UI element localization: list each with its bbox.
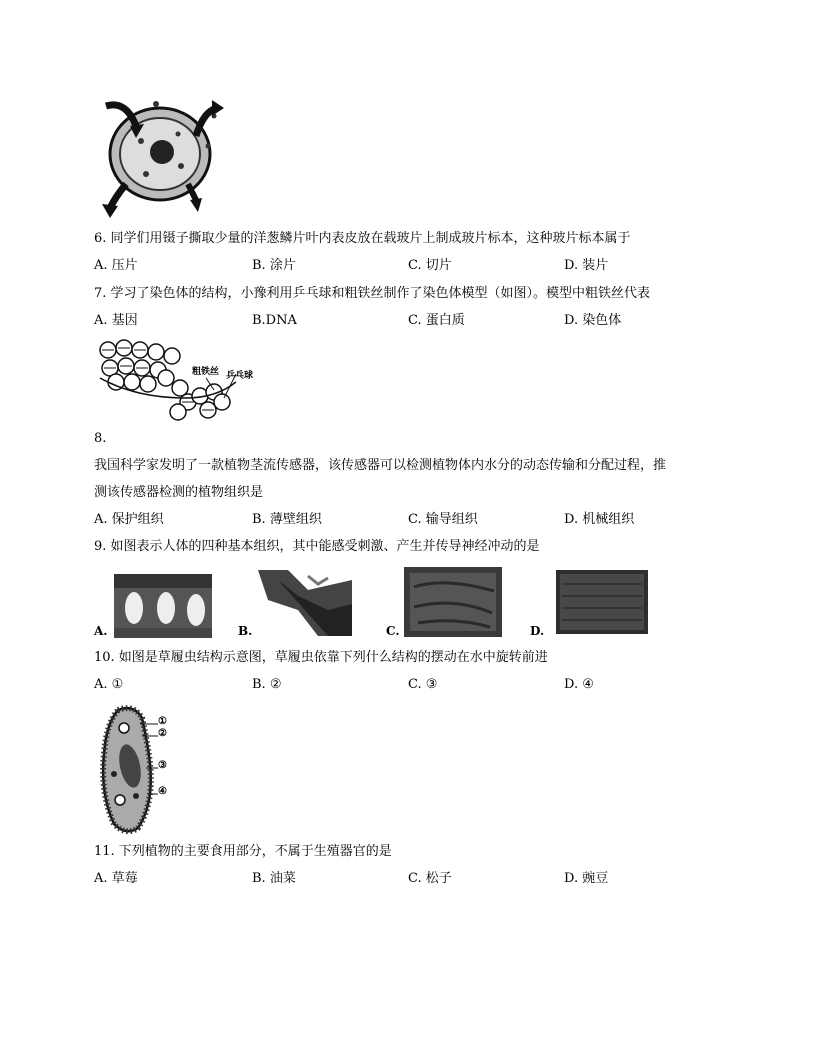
q7-option-d: D. 染色体 — [564, 313, 622, 328]
tissue-panel-d — [556, 570, 648, 634]
q6-option-a: A. 压片 — [94, 258, 138, 273]
paramecium-figure — [96, 704, 186, 836]
paramecium-label-1: ① — [158, 716, 167, 727]
q10-option-a: A. ① — [94, 677, 124, 692]
q10-option-b: B. ② — [252, 677, 282, 692]
q11-option-a: A. 草莓 — [94, 871, 138, 886]
q11-option-d: D. 豌豆 — [564, 871, 609, 886]
q10-option-c: C. ③ — [408, 677, 438, 692]
q8-option-b: B. 薄壁组织 — [252, 512, 322, 527]
q7-option-b: B.DNA — [252, 313, 297, 328]
tissue-panel-a — [114, 574, 212, 638]
q6-option-c: C. 切片 — [408, 258, 452, 273]
tissue-panel-b — [258, 570, 352, 636]
question-8-text-line1: 我国科学家发明了一款植物茎流传感器，该传感器可以检测植物体内水分的动态传输和分配过程，推 — [94, 458, 667, 473]
cell-arrows-figure — [96, 96, 224, 220]
paramecium-label-2: ② — [158, 728, 167, 739]
question-11-text: 11. 下列植物的主要食用部分，不属于生殖器官的是 — [94, 844, 392, 859]
question-8-number: 8. — [94, 431, 107, 446]
q6-option-d: D. 装片 — [564, 258, 609, 273]
paramecium-label-3: ③ — [158, 760, 167, 771]
q7-option-c: C. 蛋白质 — [408, 313, 465, 328]
chromosome-label-wire: 粗铁丝 — [192, 367, 220, 377]
q11-option-b: B. 油菜 — [252, 871, 296, 886]
question-8-text-line2: 测该传感器检测的植物组织是 — [94, 485, 264, 500]
question-9-text: 9. 如图表示人体的四种基本组织，其中能感受刺激、产生并传导神经冲动的是 — [94, 539, 540, 554]
tissue-panel-c — [404, 567, 502, 637]
question-7-text: 7. 学习了染色体的结构，小豫利用乒乓球和粗铁丝制作了染色体模型（如图）。模型中粗铁丝代表 — [94, 286, 651, 301]
q8-option-c: C. 输导组织 — [408, 512, 478, 527]
tissue-label-b: B. — [238, 624, 253, 638]
tissue-label-a: A. — [94, 624, 108, 638]
question-6-text: 6. 同学们用镊子撕取少量的洋葱鳞片叶内表皮放在载玻片上制成玻片标本，这种玻片标本属于 — [94, 231, 631, 246]
chromosome-label-pingpong: 乒乓球 — [226, 371, 254, 381]
q6-option-b: B. 涂片 — [252, 258, 296, 273]
q10-option-d: D. ④ — [564, 677, 594, 692]
question-10-text: 10. 如图是草履虫结构示意图，草履虫依靠下列什么结构的摆动在水中旋转前进 — [94, 650, 548, 665]
q8-option-d: D. 机械组织 — [564, 512, 635, 527]
paramecium-label-4: ④ — [158, 786, 167, 797]
q8-option-a: A. 保护组织 — [94, 512, 164, 527]
tissue-label-d: D. — [530, 624, 545, 638]
tissue-label-c: C. — [386, 624, 400, 638]
chromosome-model-figure — [96, 338, 276, 424]
q7-option-a: A. 基因 — [94, 313, 138, 328]
q11-option-c: C. 松子 — [408, 871, 452, 886]
